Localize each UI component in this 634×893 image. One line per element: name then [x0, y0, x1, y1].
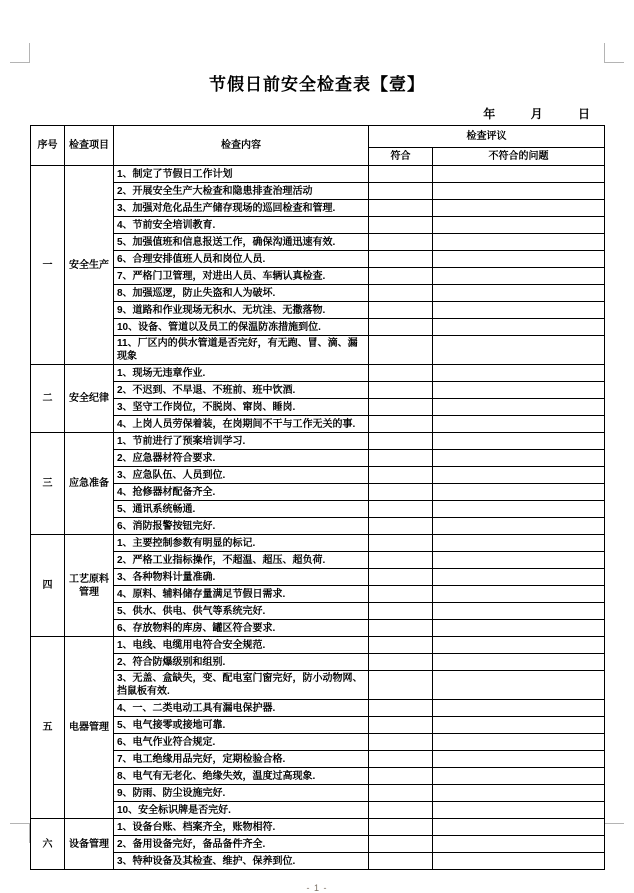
date-month-label: 月	[530, 107, 543, 121]
content-cell: 2、开展安全生产大检查和隐患排查治理活动	[114, 183, 369, 200]
table-row	[31, 234, 605, 251]
table-row	[31, 785, 605, 802]
table-row	[31, 853, 605, 870]
section-item-cell: 应急准备	[65, 433, 114, 535]
table-row	[31, 382, 605, 399]
conform-cell	[369, 518, 433, 535]
content-cell: 1、主要控制参数有明显的标记.	[114, 535, 369, 552]
table-row	[31, 285, 605, 302]
content-cell: 4、一、二类电动工具有漏电保护器.	[114, 700, 369, 717]
content-cell: 11、厂区内的供水管道是否完好，有无跑、冒、滴、漏现象	[114, 336, 369, 365]
content-cell: 5、加强值班和信息报送工作，确保沟通迅速有效.	[114, 234, 369, 251]
content-cell: 5、供水、供电、供气等系统完好.	[114, 603, 369, 620]
table-row	[31, 433, 605, 450]
table-row	[31, 336, 605, 365]
issue-cell	[433, 671, 605, 700]
issue-cell	[433, 586, 605, 603]
crop-mark-top-right	[604, 43, 624, 63]
issue-cell	[433, 751, 605, 768]
content-cell: 10、安全标识牌是否完好.	[114, 802, 369, 819]
content-cell: 2、应急器材符合要求.	[114, 450, 369, 467]
section-item-cell: 工艺原料管理	[65, 535, 114, 637]
conform-cell	[369, 433, 433, 450]
table-row	[31, 268, 605, 285]
content-cell: 2、严格工业指标操作，不超温、超压、超负荷.	[114, 552, 369, 569]
table-row	[31, 734, 605, 751]
issue-cell	[433, 268, 605, 285]
header-index: 序号	[31, 126, 65, 166]
table-row	[31, 620, 605, 637]
date-year-label: 年	[483, 107, 496, 121]
table-row	[31, 751, 605, 768]
content-cell: 1、电线、电缆用电符合安全规范.	[114, 637, 369, 654]
issue-cell	[433, 450, 605, 467]
conform-cell	[369, 268, 433, 285]
table-row	[31, 569, 605, 586]
content-cell: 3、各种物料计量准确.	[114, 569, 369, 586]
conform-cell	[369, 484, 433, 501]
inspection-table	[30, 125, 605, 870]
table-row	[31, 501, 605, 518]
header-review: 检查评议	[369, 126, 605, 148]
date-day-label: 日	[577, 107, 590, 121]
table-row	[31, 535, 605, 552]
table-row	[31, 586, 605, 603]
issue-cell	[433, 853, 605, 870]
document-content	[30, 62, 604, 893]
content-cell: 1、设备台账、档案齐全，账物相符.	[114, 819, 369, 836]
content-cell: 3、加强对危化品生产储存现场的巡回检查和管理.	[114, 200, 369, 217]
table-row	[31, 552, 605, 569]
issue-cell	[433, 200, 605, 217]
section-index-cell: 一	[31, 166, 65, 365]
conform-cell	[369, 285, 433, 302]
conform-cell	[369, 382, 433, 399]
issue-cell	[433, 785, 605, 802]
conform-cell	[369, 569, 433, 586]
table-row	[31, 717, 605, 734]
issue-cell	[433, 382, 605, 399]
table-row	[31, 399, 605, 416]
content-cell: 1、制定了节假日工作计划	[114, 166, 369, 183]
section-item-cell: 安全纪律	[65, 365, 114, 433]
header-item: 检查项目	[65, 126, 114, 166]
issue-cell	[433, 285, 605, 302]
content-cell: 2、备用设备完好，备品备件齐全.	[114, 836, 369, 853]
conform-cell	[369, 166, 433, 183]
page-title: 节假日前安全检查表【壹】	[209, 75, 425, 94]
conform-cell	[369, 416, 433, 433]
content-cell: 5、通讯系统畅通.	[114, 501, 369, 518]
section-index-cell: 四	[31, 535, 65, 637]
table-row	[31, 518, 605, 535]
table-row	[31, 365, 605, 382]
table-row	[31, 251, 605, 268]
page-number: - 1 -	[306, 883, 328, 893]
issue-cell	[433, 802, 605, 819]
content-cell: 8、电气有无老化、绝缘失效，温度过高现象.	[114, 768, 369, 785]
content-cell: 7、电工绝缘用品完好，定期检验合格.	[114, 751, 369, 768]
conform-cell	[369, 700, 433, 717]
conform-cell	[369, 853, 433, 870]
conform-cell	[369, 200, 433, 217]
issue-cell	[433, 251, 605, 268]
issue-cell	[433, 484, 605, 501]
conform-cell	[369, 671, 433, 700]
issue-cell	[433, 166, 605, 183]
conform-cell	[369, 654, 433, 671]
table-row	[31, 603, 605, 620]
section-index-cell: 六	[31, 819, 65, 870]
section-index-cell: 三	[31, 433, 65, 535]
table-body	[31, 166, 605, 870]
issue-cell	[433, 819, 605, 836]
section-index-cell: 五	[31, 637, 65, 819]
content-cell: 4、上岗人员劳保着装，在岗期间不干与工作无关的事.	[114, 416, 369, 433]
content-cell: 4、原料、辅料储存量满足节假日需求.	[114, 586, 369, 603]
table-row	[31, 671, 605, 700]
content-cell: 3、坚守工作岗位，不脱岗、窜岗、睡岗.	[114, 399, 369, 416]
content-cell: 1、节前进行了预案培训学习.	[114, 433, 369, 450]
issue-cell	[433, 433, 605, 450]
content-cell: 3、应急队伍、人员到位.	[114, 467, 369, 484]
conform-cell	[369, 183, 433, 200]
table-row	[31, 450, 605, 467]
issue-cell	[433, 734, 605, 751]
issue-cell	[433, 501, 605, 518]
table-row	[31, 183, 605, 200]
table-row	[31, 467, 605, 484]
issue-cell	[433, 637, 605, 654]
table-row	[31, 484, 605, 501]
table-row	[31, 217, 605, 234]
conform-cell	[369, 586, 433, 603]
issue-cell	[433, 416, 605, 433]
conform-cell	[369, 251, 433, 268]
issue-cell	[433, 836, 605, 853]
content-cell: 7、严格门卫管理，对进出人员、车辆认真检查.	[114, 268, 369, 285]
content-cell: 4、抢修器材配备齐全.	[114, 484, 369, 501]
table-row	[31, 319, 605, 336]
conform-cell	[369, 450, 433, 467]
conform-cell	[369, 302, 433, 319]
issue-cell	[433, 620, 605, 637]
conform-cell	[369, 734, 433, 751]
conform-cell	[369, 234, 433, 251]
conform-cell	[369, 501, 433, 518]
content-cell: 5、电气接零或接地可靠.	[114, 717, 369, 734]
table-row	[31, 200, 605, 217]
content-cell: 8、加强巡逻，防止失盗和人为破坏.	[114, 285, 369, 302]
crop-mark-bottom-left	[10, 823, 30, 843]
table-row	[31, 802, 605, 819]
content-cell: 2、不迟到、不早退、不班前、班中饮酒.	[114, 382, 369, 399]
table-row	[31, 768, 605, 785]
table-row	[31, 836, 605, 853]
content-cell: 3、特种设备及其检查、维护、保养到位.	[114, 853, 369, 870]
issue-cell	[433, 535, 605, 552]
issue-cell	[433, 399, 605, 416]
conform-cell	[369, 802, 433, 819]
conform-cell	[369, 535, 433, 552]
conform-cell	[369, 365, 433, 382]
conform-cell	[369, 217, 433, 234]
crop-mark-bottom-right	[604, 823, 624, 843]
issue-cell	[433, 365, 605, 382]
table-row	[31, 302, 605, 319]
table-row	[31, 654, 605, 671]
conform-cell	[369, 336, 433, 365]
issue-cell	[433, 518, 605, 535]
section-index-cell: 二	[31, 365, 65, 433]
table-row	[31, 819, 605, 836]
conform-cell	[369, 637, 433, 654]
issue-cell	[433, 319, 605, 336]
content-cell: 6、存放物料的库房、罐区符合要求.	[114, 620, 369, 637]
issue-cell	[433, 183, 605, 200]
conform-cell	[369, 785, 433, 802]
content-cell: 6、合理安排值班人员和岗位人员.	[114, 251, 369, 268]
issue-cell	[433, 302, 605, 319]
section-item-cell: 设备管理	[65, 819, 114, 870]
header-content: 检查内容	[114, 126, 369, 166]
issue-cell	[433, 234, 605, 251]
content-cell: 6、消防报警按钮完好.	[114, 518, 369, 535]
conform-cell	[369, 819, 433, 836]
content-cell: 6、电气作业符合规定.	[114, 734, 369, 751]
content-cell: 1、现场无违章作业.	[114, 365, 369, 382]
issue-cell	[433, 552, 605, 569]
issue-cell	[433, 700, 605, 717]
conform-cell	[369, 467, 433, 484]
content-cell: 3、无盖、盒缺失，变、配电室门窗完好，防小动物网、挡鼠板有效.	[114, 671, 369, 700]
issue-cell	[433, 467, 605, 484]
issue-cell	[433, 717, 605, 734]
section-item-cell: 电器管理	[65, 637, 114, 819]
table-row	[31, 637, 605, 654]
content-cell: 9、道路和作业现场无积水、无坑洼、无撒落物.	[114, 302, 369, 319]
issue-cell	[433, 654, 605, 671]
issue-cell	[433, 569, 605, 586]
conform-cell	[369, 836, 433, 853]
conform-cell	[369, 399, 433, 416]
conform-cell	[369, 319, 433, 336]
table-row	[31, 166, 605, 183]
conform-cell	[369, 768, 433, 785]
conform-cell	[369, 552, 433, 569]
conform-cell	[369, 603, 433, 620]
issue-cell	[433, 217, 605, 234]
crop-mark-top-left	[10, 43, 30, 63]
table-row	[31, 700, 605, 717]
issue-cell	[433, 336, 605, 365]
issue-cell	[433, 768, 605, 785]
table-row	[31, 416, 605, 433]
header-conform: 符合	[369, 148, 433, 166]
issue-cell	[433, 603, 605, 620]
conform-cell	[369, 751, 433, 768]
content-cell: 4、节前安全培训教育.	[114, 217, 369, 234]
section-item-cell: 安全生产	[65, 166, 114, 365]
content-cell: 9、防雨、防尘设施完好.	[114, 785, 369, 802]
content-cell: 2、符合防爆级别和组别.	[114, 654, 369, 671]
header-nonconform: 不符合的问题	[433, 148, 605, 166]
table-header-row-1	[31, 126, 605, 148]
date-line	[30, 105, 604, 122]
conform-cell	[369, 620, 433, 637]
conform-cell	[369, 717, 433, 734]
content-cell: 10、设备、管道以及员工的保温防冻措施到位.	[114, 319, 369, 336]
